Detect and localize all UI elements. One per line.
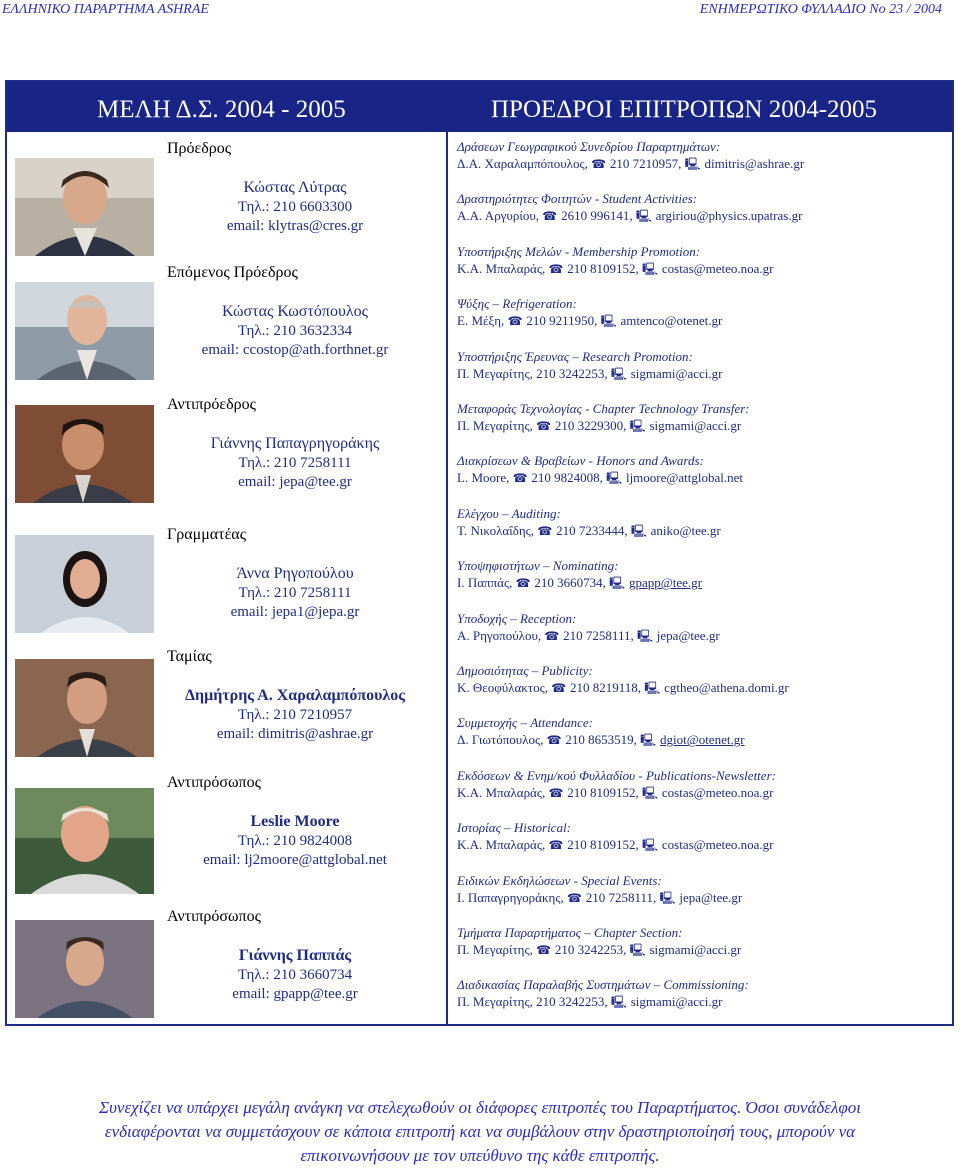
- committee-email[interactable]: sigmami@acci.gr: [630, 365, 723, 381]
- phone-icon: ☎: [515, 576, 535, 591]
- phone-icon: ☎: [537, 523, 557, 538]
- computer-icon: 🖳: [640, 733, 660, 748]
- member-phone: Τηλ.: 210 9824008: [237, 833, 353, 849]
- committee-phone: 2610 996141,: [561, 208, 636, 224]
- committee-email[interactable]: ljmoore@attglobal.net: [625, 470, 743, 486]
- computer-icon: 🖳: [610, 366, 631, 381]
- computer-icon: 🖳: [600, 314, 621, 329]
- committee-entry: [457, 767, 947, 802]
- committee-entry: [457, 819, 947, 854]
- member-email: email: lj2moore@attglobal.net: [203, 852, 387, 868]
- committee-email[interactable]: aniko@tee.gr: [650, 522, 721, 538]
- footer-line: ενδιαφέρονται να συμμετάσχουν σε κάποια επιτροπή και να συμβάλουν στην δραστηριοποίησή τους, μπορούν να: [104, 1122, 856, 1141]
- committee-entry: [457, 872, 947, 907]
- committee-contact: [457, 522, 947, 540]
- computer-icon: 🖳: [609, 576, 629, 591]
- committee-phone: 210 8219118,: [569, 680, 645, 695]
- committee-person: Τ. Νικολαΐδης,: [457, 522, 538, 538]
- member-role: Αντιπρόεδρος: [167, 396, 256, 413]
- committee-entry: [457, 138, 947, 173]
- member-photo: [15, 788, 154, 894]
- committee-email[interactable]: dgiot@otenet.gr: [660, 732, 745, 748]
- committee-title: Υποστήριξης Μελών - Membership Promotion:: [457, 243, 701, 259]
- phone-icon: ☎: [542, 209, 562, 224]
- committee-entry: [457, 348, 947, 383]
- committee-title: Συμμετοχής – Attendance:: [457, 715, 594, 731]
- member-email: email: gpapp@tee.gr: [232, 986, 358, 1002]
- member-name: Δημήτρης Α. Χαραλαμπόπουλος: [185, 687, 405, 704]
- header-left: ΕΛΛΗΝΙΚΟ ΠΑΡΑΡΤΗΜΑ ASHRAE: [2, 2, 209, 17]
- member-name: Γιάννης Παπαγρηγοράκης: [210, 435, 380, 452]
- member-photo: [15, 920, 154, 1018]
- committee-person: Δ.Α. Χαραλαμπόπουλος,: [457, 156, 592, 171]
- member-email: email: jepa1@jepa.gr: [230, 604, 360, 620]
- committee-entry: [457, 452, 947, 487]
- committee-email[interactable]: dimitris@ashrae.gr: [704, 156, 805, 171]
- committee-email[interactable]: jepa@tee.gr: [679, 889, 743, 905]
- committee-person: Π. Μεγαρίτης,: [457, 942, 537, 957]
- committee-contact: [457, 155, 947, 173]
- committee-contact: [457, 207, 947, 225]
- committee-phone: 210 7258111,: [585, 889, 660, 905]
- committee-phone: 210 3242253,: [554, 942, 630, 957]
- committee-email[interactable]: costas@meteo.noa.gr: [661, 784, 774, 800]
- committee-title: Ψύξης – Refrigeration:: [457, 296, 577, 312]
- committee-entry: [457, 610, 947, 645]
- committee-entry: [457, 557, 947, 592]
- member-name: Γιάννης Παππάς: [238, 947, 352, 964]
- member-photo: [15, 659, 154, 757]
- committee-person: Κ.Α. Μπαλαράς,: [457, 260, 549, 276]
- member-phone: Τηλ.: 210 7258111: [238, 585, 352, 601]
- computer-icon: 🖳: [629, 419, 650, 433]
- title-bar: [7, 82, 952, 132]
- member-name: Άννα Ρηγοπούλου: [236, 565, 354, 582]
- member-role: Πρόεδρος: [167, 140, 232, 157]
- member-email: email: klytras@cres.gr: [226, 218, 364, 234]
- phone-icon: ☎: [566, 890, 586, 905]
- committee-phone: 210 8109152,: [567, 837, 643, 853]
- member-photo: [15, 282, 154, 380]
- members-title: ΜΕΛΗ Δ.Σ. 2004 - 2005: [97, 96, 346, 123]
- committee-entry: [457, 924, 947, 959]
- committee-contact: [457, 731, 947, 749]
- committee-phone: 210 7258111,: [563, 627, 637, 643]
- committee-title: Εκδόσεων & Ενημ/κού Φυλλαδίου - Publications-Newsletter:: [457, 767, 776, 783]
- phone-icon: ☎: [548, 785, 568, 800]
- committees-title: ΠΡΟΕΔΡΟΙ ΕΠΙΤΡΟΠΩΝ 2004-2005: [491, 96, 878, 123]
- phone-icon: ☎: [544, 628, 564, 643]
- committee-person: Κ.Α. Μπαλαράς,: [457, 784, 549, 800]
- committee-phone: 210 3229300,: [554, 418, 630, 433]
- page-header: [0, 2, 960, 22]
- phone-icon: ☎: [536, 943, 555, 957]
- committee-title: Δράσεων Γεωγραφικού Συνεδρίου Παραρτημάτων:: [457, 139, 721, 154]
- member-role: Αντιπρόσωπος: [167, 774, 261, 791]
- committee-email[interactable]: sigmami@acci.gr: [630, 994, 723, 1010]
- committee-title: Δημοσιότητας – Publicity:: [457, 663, 593, 678]
- phone-icon: ☎: [591, 157, 610, 171]
- footer-note: [0, 1096, 960, 1168]
- committee-email[interactable]: costas@meteo.noa.gr: [661, 260, 774, 276]
- computer-icon: 🖳: [659, 890, 680, 905]
- committee-title: Υποστήριξης Έρευνας – Research Promotion:: [457, 348, 693, 364]
- committee-contact: [457, 993, 947, 1011]
- committee-title: Ειδικών Εκδηλώσεων - Special Events:: [457, 872, 662, 888]
- computer-icon: 🖳: [642, 261, 662, 276]
- committee-contact: [457, 889, 947, 907]
- committee-entry: [457, 295, 947, 330]
- committee-entry: [457, 505, 947, 540]
- member-email: email: dimitris@ashrae.gr: [216, 726, 374, 742]
- committee-title: Υποδοχής – Reception:: [457, 610, 577, 626]
- computer-icon: 🖳: [636, 628, 657, 643]
- committee-contact: [457, 574, 947, 592]
- column-divider: [446, 132, 448, 1026]
- committee-contact: [457, 469, 947, 487]
- committee-email[interactable]: argiriou@physics.upatras.gr: [655, 208, 803, 224]
- header-right: ΕΝΗΜΕΡΩΤΙΚΟ ΦΥΛΛΑΔΙΟ Νο 23 / 2004: [699, 2, 942, 17]
- committee-person: Κ.Α. Μπαλαράς,: [457, 837, 549, 853]
- computer-icon: 🖳: [684, 157, 705, 171]
- committee-email[interactable]: gpapp@tee.gr: [628, 575, 702, 591]
- committee-person: Α. Ρηγοπούλου,: [457, 627, 545, 643]
- committee-contact: [457, 627, 947, 645]
- committee-entry: [457, 976, 947, 1011]
- committee-phone: 210 7233444,: [556, 522, 631, 538]
- computer-icon: 🖳: [642, 838, 662, 853]
- committee-phone: 210 9824008,: [531, 470, 607, 486]
- member-phone: Τηλ.: 210 6603300: [237, 199, 353, 215]
- committee-phone: 210 8653519,: [565, 732, 641, 748]
- committee-email[interactable]: jepa@tee.gr: [656, 627, 720, 643]
- committee-person: Α.Α. Αργυρίου,: [457, 208, 543, 224]
- committee-title: Τμήματα Παραρτήματος – Chapter Section:: [457, 925, 683, 940]
- committee-phone: 210 9211950,: [526, 313, 601, 329]
- member-photo: [15, 405, 154, 503]
- member-name: Leslie Moore: [250, 813, 340, 830]
- committee-contact: [457, 784, 947, 802]
- computer-icon: 🖳: [642, 785, 662, 800]
- computer-icon: 🖳: [635, 209, 656, 224]
- member-photo: [15, 535, 154, 633]
- committee-email[interactable]: cgtheo@athena.domi.gr: [664, 680, 789, 695]
- committee-contact: [457, 836, 947, 854]
- committee-title: Δραστηριότητες Φοιτητών - Student Activities:: [457, 191, 698, 207]
- committee-person: Ι. Παπαγρηγοράκης,: [457, 889, 567, 905]
- committee-person: L. Moore,: [457, 470, 513, 486]
- committee-entry: [457, 662, 947, 697]
- member-photo: [15, 158, 154, 256]
- footer-line: Συνεχίζει να υπάρχει μεγάλη ανάγκη να στελεχωθούν οι διάφορες επιτροπές του Παραρτήματος. Όσοι συνάδελφοι: [99, 1098, 861, 1117]
- computer-icon: 🖳: [629, 943, 650, 957]
- member-role: Ταμίας: [167, 648, 212, 665]
- committee-title: Ελέγχου – Auditing:: [457, 505, 561, 521]
- committee-title: Υποψηφιοτήτων – Nominating:: [457, 558, 619, 574]
- committee-person: Κ. Θεοφύλακτος,: [457, 680, 552, 695]
- committee-email[interactable]: amtenco@otenet.gr: [620, 313, 723, 329]
- committee-contact: [457, 312, 947, 330]
- board-table: [5, 80, 954, 1026]
- member-email: email: jepa@tee.gr: [238, 474, 352, 490]
- phone-icon: ☎: [507, 314, 527, 329]
- committee-title: Διαδικασίας Παραλαβής Συστημάτων – Commissioning:: [457, 977, 749, 993]
- committee-person: Π. Μεγαρίτης, 210 3242253,: [457, 994, 611, 1010]
- phone-icon: ☎: [546, 733, 566, 748]
- committee-contact: [457, 941, 947, 959]
- committee-entry: [457, 714, 947, 749]
- committee-entry: [457, 190, 947, 225]
- member-phone: Τηλ.: 210 7210957: [237, 707, 353, 723]
- member-phone: Τηλ.: 210 7258111: [238, 455, 352, 471]
- committee-title: Διακρίσεων & Βραβείων - Honors and Awards:: [457, 453, 704, 469]
- phone-icon: ☎: [548, 261, 568, 276]
- phone-icon: ☎: [548, 838, 568, 853]
- member-name: Κώστας Λύτρας: [243, 179, 347, 196]
- computer-icon: 🖳: [630, 523, 651, 538]
- committee-person: Π. Μεγαρίτης, 210 3242253,: [457, 365, 611, 381]
- member-email: email: ccostop@ath.forthnet.gr: [201, 342, 389, 358]
- phone-icon: ☎: [551, 681, 570, 695]
- committee-contact: [457, 417, 947, 435]
- committee-person: Π. Μεγαρίτης,: [457, 418, 537, 433]
- member-phone: Τηλ.: 210 3632334: [237, 323, 353, 339]
- committee-entry: [457, 243, 947, 278]
- member-phone: Τηλ.: 210 3660734: [237, 967, 353, 983]
- member-role: Γραμματέας: [167, 526, 247, 543]
- committee-phone: 210 8109152,: [567, 784, 643, 800]
- committee-phone: 210 8109152,: [567, 260, 643, 276]
- phone-icon: ☎: [512, 471, 532, 486]
- committee-title: Ιστορίας – Historical:: [457, 820, 571, 836]
- committee-phone: 210 7210957,: [609, 156, 685, 171]
- committee-person: Ι. Παππάς,: [457, 575, 516, 591]
- committee-person: Δ. Γιωτόπουλος,: [457, 732, 547, 748]
- committee-entry: [457, 400, 947, 435]
- member-name: Κώστας Κωστόπουλος: [222, 303, 368, 320]
- member-role: Επόμενος Πρόεδρος: [167, 264, 298, 281]
- computer-icon: 🖳: [606, 471, 626, 486]
- phone-icon: ☎: [536, 419, 555, 433]
- committee-contact: [457, 260, 947, 278]
- member-role: Αντιπρόσωπος: [167, 908, 261, 925]
- committee-title: Μεταφοράς Τεχνολογίας - Chapter Technology Transfer:: [457, 401, 750, 416]
- committee-email[interactable]: sigmami@acci.gr: [649, 942, 742, 957]
- committee-contact: [457, 679, 947, 697]
- footer-line: επικοινωνήσουν με τον υπεύθυνο της κάθε επιτροπής.: [300, 1146, 660, 1165]
- committee-phone: 210 3660734,: [534, 575, 610, 591]
- computer-icon: 🖳: [610, 995, 631, 1010]
- committee-email[interactable]: sigmami@acci.gr: [649, 418, 742, 433]
- committee-person: Ε. Μέξη,: [457, 313, 508, 329]
- committee-contact: [457, 365, 947, 383]
- committee-email[interactable]: costas@meteo.noa.gr: [661, 837, 774, 853]
- computer-icon: 🖳: [644, 681, 665, 695]
